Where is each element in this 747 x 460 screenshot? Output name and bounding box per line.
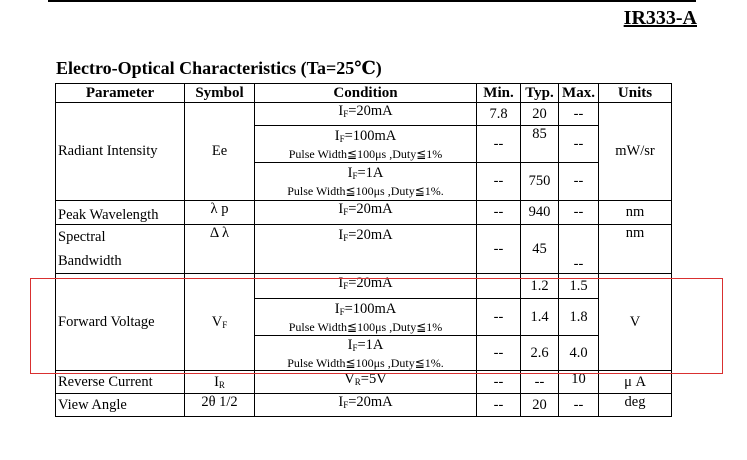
pulse-condition: Pulse Width≦100μs ,Duty≦1%: [288, 319, 443, 334]
table-row: [56, 103, 672, 126]
typ-value: 85: [521, 126, 559, 163]
typ-value: 750: [521, 163, 559, 201]
param-forward-voltage: Forward Voltage: [56, 274, 185, 371]
min-value: --: [477, 336, 521, 371]
param-peak-wavelength: Peak Wavelength: [56, 201, 185, 225]
param-reverse-current: Reverse Current: [56, 371, 185, 394]
header-rule: [48, 0, 696, 2]
table-row: [56, 274, 672, 299]
pulse-condition: Pulse Width≦100μs ,Duty≦1%.: [287, 184, 444, 198]
header-condition: Condition: [255, 84, 477, 103]
min-value: [477, 274, 521, 299]
min-value: --: [477, 299, 521, 336]
table-row: [56, 201, 672, 225]
condition-cell: $I_F=100mA$ Pulse Width≦100μs ,Duty≦1%: [255, 299, 477, 336]
header-min: Min.: [477, 84, 521, 103]
typ-value: 20: [521, 103, 559, 126]
symbol-peak-wavelength: λ p: [185, 201, 255, 225]
unit-reverse-current: μ A: [599, 371, 672, 394]
table-row: [56, 225, 672, 274]
max-value: --: [559, 103, 599, 126]
pulse-condition: Pulse Width≦100μs ,Duty≦1%.: [287, 355, 444, 370]
param-view-angle: View Angle: [56, 394, 185, 417]
header-max: Max.: [559, 84, 599, 103]
typ-value: 1.4: [521, 299, 559, 336]
min-value: --: [477, 225, 521, 274]
header-typ: Typ.: [521, 84, 559, 103]
condition-cell: $I_F=20mA$: [255, 225, 477, 274]
max-value: --: [559, 225, 599, 274]
max-value: --: [559, 126, 599, 163]
condition-cell: $I_F=100mA$ Pulse Width≦100μs ,Duty≦1%: [255, 126, 477, 163]
max-value: --: [559, 201, 599, 225]
param-radiant-intensity: Radiant Intensity: [56, 103, 185, 201]
condition-cell: $I_F=20mA$: [255, 394, 477, 417]
max-value: 1.8: [559, 299, 599, 336]
symbol-view-angle: 2θ 1/2: [185, 394, 255, 417]
param-spectral-bandwidth: Spectral Bandwidth: [56, 225, 185, 274]
section-title: Electro-Optical Characteristics (Ta=25℃): [56, 58, 382, 78]
condition-cell: $I_F=20mA$: [255, 274, 477, 299]
typ-value: 45: [521, 225, 559, 274]
condition-cell: $V_R=5V$: [255, 371, 477, 394]
condition-cell: $I_F=20mA$: [255, 103, 477, 126]
electro-optical-table: [55, 83, 672, 417]
header-units: Units: [599, 84, 672, 103]
table-row: [56, 394, 672, 417]
min-value: --: [477, 394, 521, 417]
unit-peak-wavelength: nm: [599, 201, 672, 225]
condition-cell: $I_F=20mA$: [255, 201, 477, 225]
unit-radiant-intensity: mW/sr: [599, 103, 672, 201]
typ-value: 1.2: [521, 274, 559, 299]
min-value: --: [477, 163, 521, 201]
max-value: --: [559, 394, 599, 417]
typ-value: 940: [521, 201, 559, 225]
condition-cell: $I_F=1A$ Pulse Width≦100μs ,Duty≦1%.: [255, 163, 477, 201]
part-number: IR333-A: [623, 7, 697, 29]
typ-value: 2.6: [521, 336, 559, 371]
unit-spectral-bandwidth: nm: [599, 225, 672, 274]
min-value: 7.8: [477, 103, 521, 126]
pulse-condition: Pulse Width≦100μs ,Duty≦1%: [288, 146, 443, 161]
min-value: --: [477, 201, 521, 225]
header-parameter: Parameter: [56, 84, 185, 103]
symbol-radiant-intensity: Ee: [185, 103, 255, 201]
max-value: 4.0: [559, 336, 599, 371]
min-value: --: [477, 126, 521, 163]
min-value: --: [477, 371, 521, 394]
table-row: [56, 371, 672, 394]
symbol-reverse-current: $I_R$: [185, 371, 255, 394]
unit-view-angle: deg: [599, 394, 672, 417]
condition-cell: $I_F=1A$ Pulse Width≦100μs ,Duty≦1%.: [255, 336, 477, 371]
typ-value: 20: [521, 394, 559, 417]
max-value: 1.5: [559, 274, 599, 299]
max-value: 10: [559, 371, 599, 394]
symbol-forward-voltage: $V_F$: [185, 274, 255, 371]
header-symbol: Symbol: [185, 84, 255, 103]
unit-forward-voltage: V: [599, 274, 672, 371]
max-value: --: [559, 163, 599, 201]
typ-value: --: [521, 371, 559, 394]
symbol-spectral-bandwidth: Δ λ: [185, 225, 255, 274]
table-header-row: [56, 84, 672, 103]
